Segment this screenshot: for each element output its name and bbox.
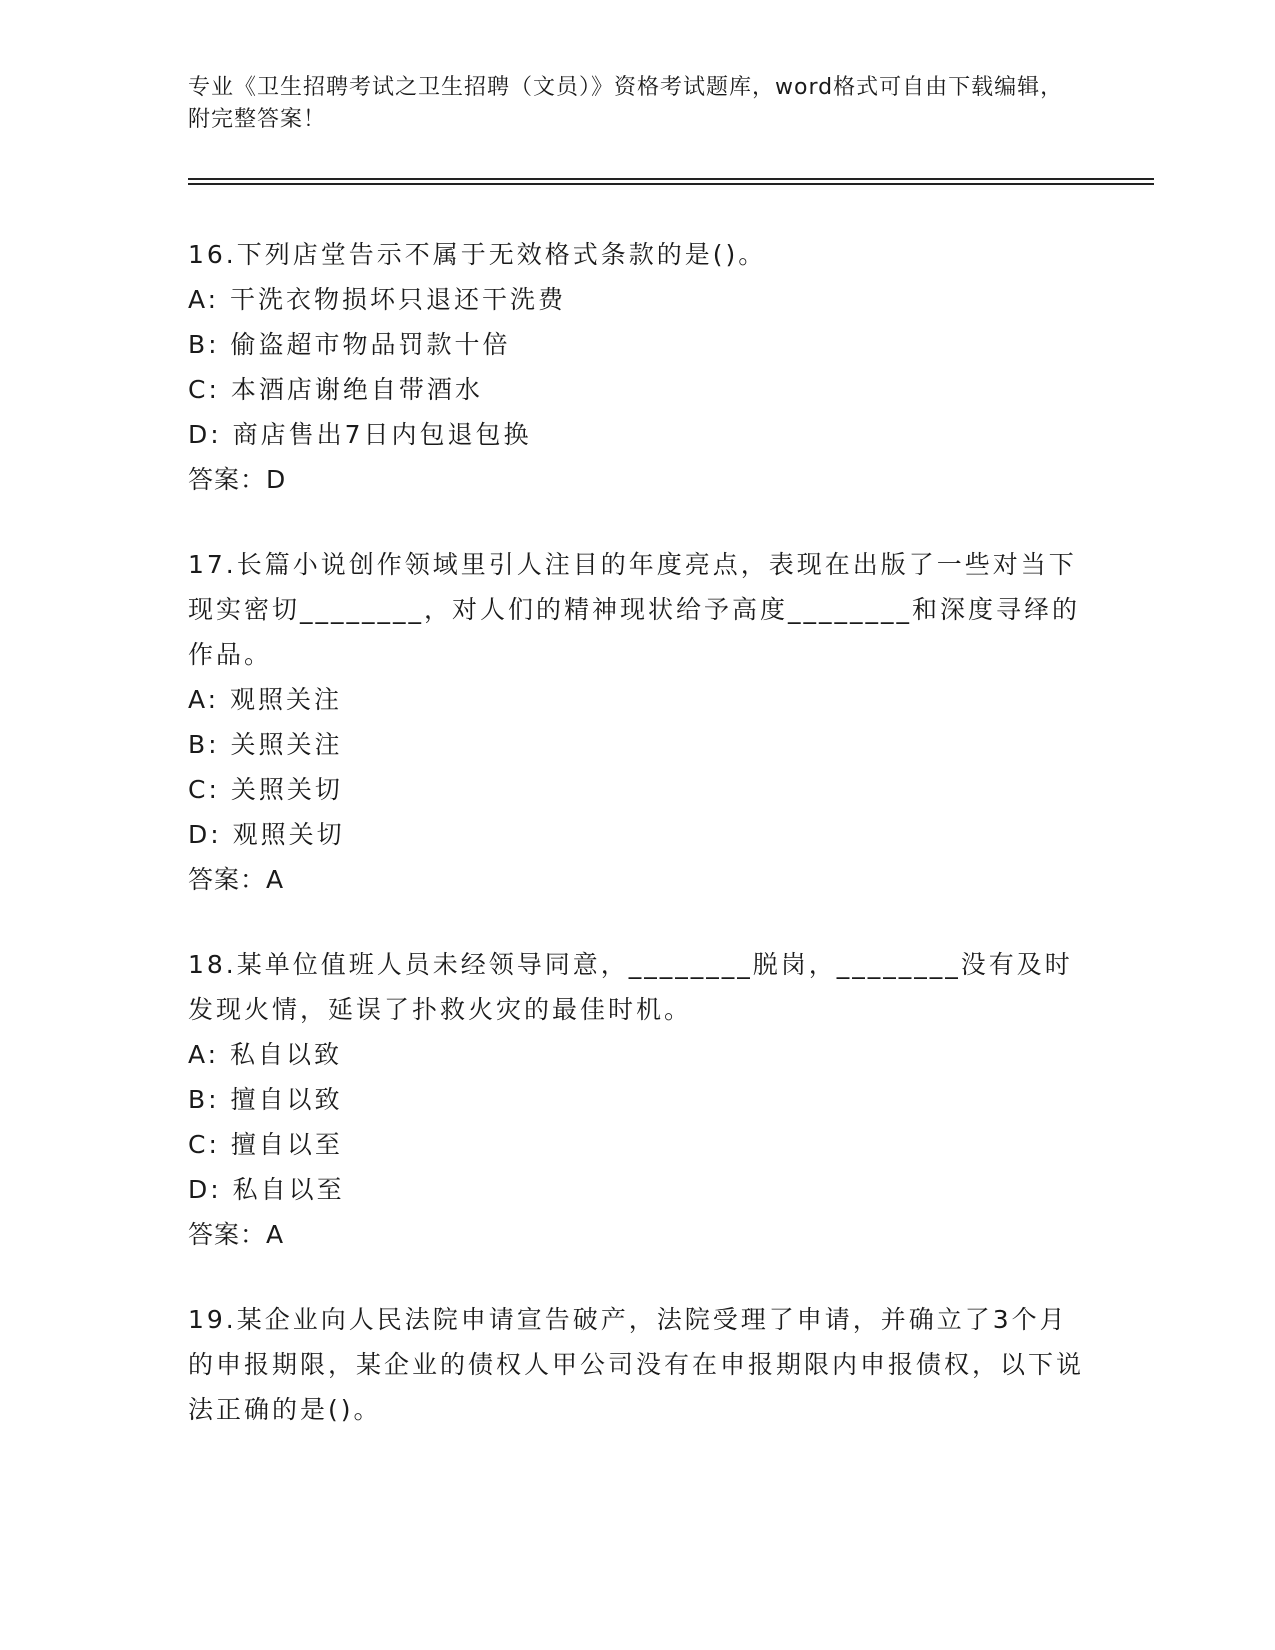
question-16 xyxy=(188,232,1088,502)
question-18 xyxy=(188,942,1088,1257)
header-divider-top xyxy=(188,178,1154,180)
header-divider-bottom xyxy=(188,183,1154,185)
answer-line: 答案：A xyxy=(188,1220,285,1249)
document-header: 专业《卫生招聘考试之卫生招聘（文员）》资格考试题库，word格式可自由下载编辑，附完整答案！ xyxy=(188,75,1064,132)
option-c: C: 本酒店谢绝自带酒水 xyxy=(188,375,483,404)
question-stem: 17.长篇小说创作领域里引人注目的年度亮点，表现在出版了一些对当下现实密切________，对人们的精神现状给予高度________和深度寻绎的作品。 xyxy=(188,550,1081,669)
question-stem: 19.某企业向人民法院申请宣告破产，法院受理了申请，并确立了3个月的申报期限，某企业的债权人甲公司没有在申报期限内申报债权，以下说法正确的是()。 xyxy=(188,1305,1085,1424)
option-b: B: 偷盗超市物品罚款十倍 xyxy=(188,330,511,359)
option-d: D: 商店售出7日内包退包换 xyxy=(188,420,532,449)
option-c: C: 擅自以至 xyxy=(188,1130,343,1159)
question-list xyxy=(188,232,1088,1472)
question-stem: 18.某单位值班人员未经领导同意，________脱岗，________没有及时发现火情，延误了扑救火灾的最佳时机。 xyxy=(188,950,1073,1024)
option-d: D: 观照关切 xyxy=(188,820,345,849)
answer-line: 答案：A xyxy=(188,865,285,894)
option-b: B: 擅自以致 xyxy=(188,1085,343,1114)
option-a: A: 私自以致 xyxy=(188,1040,343,1069)
option-a: A: 干洗衣物损坏只退还干洗费 xyxy=(188,285,567,314)
answer-line: 答案：D xyxy=(188,465,287,494)
question-19 xyxy=(188,1297,1088,1432)
question-stem: 16.下列店堂告示不属于无效格式条款的是()。 xyxy=(188,240,767,269)
option-a: A: 观照关注 xyxy=(188,685,343,714)
option-c: C: 关照关切 xyxy=(188,775,343,804)
question-17 xyxy=(188,542,1088,902)
option-d: D: 私自以至 xyxy=(188,1175,345,1204)
option-b: B: 关照关注 xyxy=(188,730,343,759)
